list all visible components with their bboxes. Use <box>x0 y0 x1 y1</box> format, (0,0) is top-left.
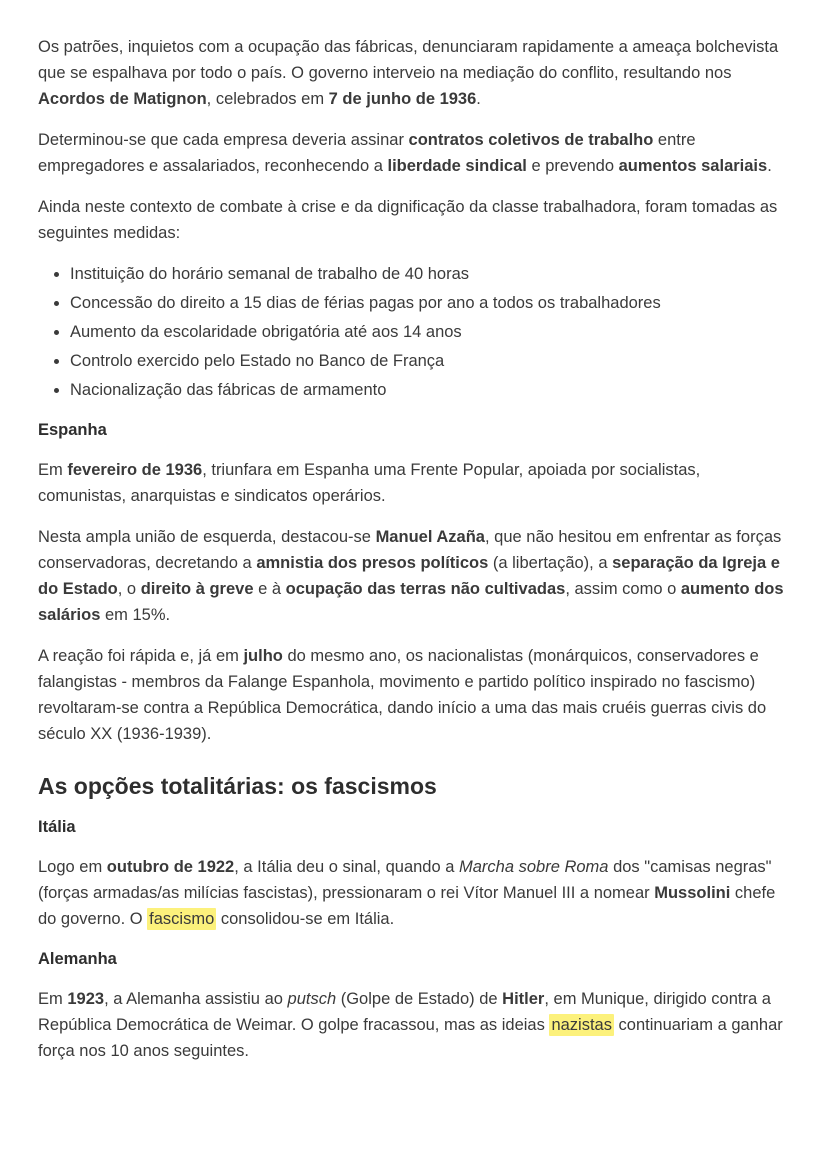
text-run: Nesta ampla união de esquerda, destacou-se <box>38 528 376 546</box>
text-run: Nacionalização das fábricas de armamento <box>70 381 387 399</box>
text-run: Os patrões, inquietos com a ocupação das fábricas, denunciaram rapidamente a ameaça bolchevista que se espalhava por todo o país. O governo interveio na mediação do conflito, resultando nos <box>38 38 779 82</box>
bold-text: ocupação das terras não cultivadas <box>285 580 566 598</box>
section-heading: As opções totalitárias: os fascismos <box>38 773 437 799</box>
text-run: Determinou-se que cada empresa deveria assinar <box>38 131 409 149</box>
list-item <box>70 261 790 287</box>
bold-text: separação da Igreja e do Estado <box>38 554 780 598</box>
paragraph <box>38 986 790 1064</box>
bold-text: 1923 <box>67 990 105 1008</box>
text-run: Concessão do direito a 15 dias de férias pagas por ano a todos os trabalhadores <box>70 294 661 312</box>
text-run: . <box>767 157 772 175</box>
text-run: , o <box>117 580 141 598</box>
text-run: Instituição do horário semanal de trabalho de 40 horas <box>70 265 470 283</box>
bold-text: direito à greve <box>140 580 254 598</box>
bold-text: aumento dos salários <box>38 580 784 624</box>
text-run: entre empregadores e assalariados, reconhecendo a <box>38 131 696 175</box>
bold-text: Acordos de Matignon <box>38 90 207 108</box>
text-run: e à <box>253 580 286 598</box>
bold-text: liberdade sindical <box>387 157 527 175</box>
paragraph <box>38 854 790 932</box>
text-run: (Golpe de Estado) de <box>336 990 503 1008</box>
bold-text: Manuel Azaña <box>375 528 485 546</box>
bold-text: contratos coletivos de trabalho <box>408 131 654 149</box>
text-run: Controlo exercido pelo Estado no Banco de França <box>70 352 445 370</box>
paragraph <box>38 34 790 112</box>
paragraph <box>38 457 790 509</box>
text-run: dos "camisas negras" (forças armadas/as milícias fascistas), pressionaram o rei Vítor Manuel III a nomear <box>38 858 772 902</box>
text-run: , a Alemanha assistiu ao <box>104 990 288 1008</box>
bold-text: fevereiro de 1936 <box>67 461 203 479</box>
text-run: Aumento da escolaridade obrigatória até aos 14 anos <box>70 323 462 341</box>
text-run: em 15%. <box>100 606 171 624</box>
bold-text: amnistia dos presos políticos <box>256 554 489 572</box>
subsection-heading: Itália <box>38 818 76 836</box>
text-run: , triunfara em Espanha uma Frente Popular, apoiada por socialistas, comunistas, anarquistas e sindicatos operários. <box>38 461 701 505</box>
text-run: consolidou-se em Itália. <box>216 910 395 928</box>
paragraph <box>38 194 790 246</box>
bold-text: Mussolini <box>654 884 731 902</box>
subsection-heading: Espanha <box>38 421 107 439</box>
text-run: Ainda neste contexto de combate à crise e da dignificação da classe trabalhadora, foram tomadas as seguintes medidas: <box>38 198 778 242</box>
bold-text: julho <box>243 647 283 665</box>
document-body <box>38 34 790 1064</box>
text-run: Em <box>38 990 68 1008</box>
text-run: do mesmo ano, os nacionalistas (monárquicos, conservadores e falangistas - membros da Falange Espanhola, movimento e partido político inspirado no fascismo) revoltaram-se contra a República Democrática, dando início a uma das mais cruéis guerras civis do século XX (1936-1939). <box>38 647 767 743</box>
text-run: , a Itália deu o sinal, quando a <box>234 858 459 876</box>
bold-text: Hitler <box>502 990 545 1008</box>
list-item <box>70 319 790 345</box>
text-run: , que não hesitou em enfrentar as forças conservadoras, decretando a <box>38 528 782 572</box>
text-run: continuariam a ganhar força nos 10 anos seguintes. <box>38 1016 783 1060</box>
italic-text: Marcha sobre Roma <box>459 858 609 876</box>
bold-text: 7 de junho de 1936 <box>328 90 477 108</box>
text-run: A reação foi rápida e, já em <box>38 647 244 665</box>
paragraph <box>38 127 790 179</box>
text-run: . <box>476 90 481 108</box>
highlighted-text: fascismo <box>149 910 215 928</box>
list-item <box>70 377 790 403</box>
highlighted-text: nazistas <box>551 1016 612 1034</box>
text-run: , assim como o <box>565 580 681 598</box>
text-run: Logo em <box>38 858 107 876</box>
bold-text: aumentos salariais <box>618 157 768 175</box>
subsection-heading: Alemanha <box>38 950 117 968</box>
text-run: e prevendo <box>526 157 619 175</box>
list-item <box>70 290 790 316</box>
text-run: , celebrados em <box>206 90 329 108</box>
bullet-list <box>38 261 790 403</box>
bold-text: outubro de 1922 <box>106 858 235 876</box>
text-run: (a libertação), a <box>488 554 613 572</box>
text-run: chefe do governo. O <box>38 884 776 928</box>
text-run: , em Munique, dirigido contra a República Democrática de Weimar. O golpe fracassou, mas as ideias <box>38 990 771 1034</box>
italic-text: putsch <box>287 990 337 1008</box>
text-run: Em <box>38 461 68 479</box>
paragraph <box>38 643 790 747</box>
paragraph <box>38 524 790 628</box>
list-item <box>70 348 790 374</box>
